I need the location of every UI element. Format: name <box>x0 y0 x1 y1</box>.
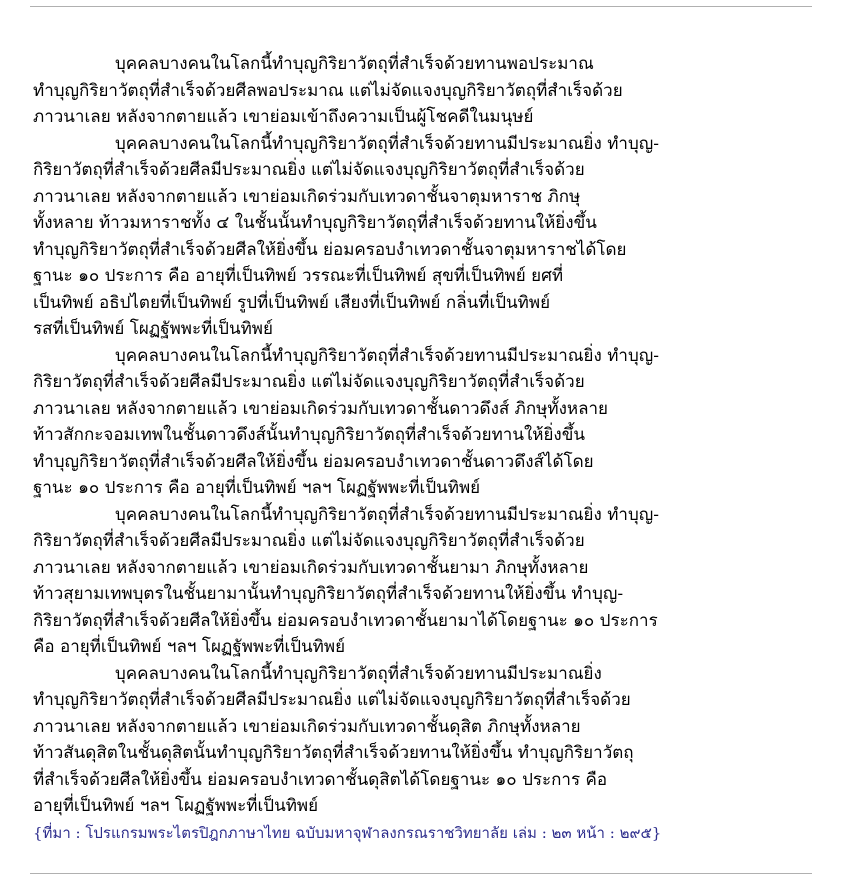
text-line: ท้าวสักกะจอมเทพในชั้นดาวดึงส์นั้นทำบุญกิริยาวัตถุที่สำเร็จด้วยทานให้ยิ่งขึ้น <box>33 425 585 445</box>
text-line: ภาวนาเลย หลังจากตายแล้ว เขาย่อมเข้าถึงความเป็นผู้โชคดีในมนุษย์ <box>33 107 534 127</box>
text-line: คือ อายุที่เป็นทิพย์ ฯลฯ โผฏฐัพพะที่เป็นทิพย์ <box>33 637 346 657</box>
paragraph <box>33 51 811 131</box>
top-divider <box>30 6 812 7</box>
text-line: ท้าวสุยามเทพบุตรในชั้นยามานั้นทำบุญกิริยาวัตถุที่สำเร็จด้วยทานให้ยิ่งขึ้น ทำบุญ- <box>33 584 624 604</box>
text-line: ภาวนาเลย หลังจากตายแล้ว เขาย่อมเกิดร่วมกับเทวดาชั้นยามา ภิกษุทั้งหลาย <box>33 557 589 578</box>
text-line: ภาวนาเลย หลังจากตายแล้ว เขาย่อมเกิดร่วมกับเทวดาชั้นจาตุมหาราช ภิกษุ <box>33 186 581 207</box>
text-line: ฐานะ ๑๐ ประการ คือ อายุที่เป็นทิพย์ ฯลฯ โผฏฐัพพะที่เป็นทิพย์ <box>33 478 481 498</box>
text-line: บุคคลบางคนในโลกนี้ทำบุญกิริยาวัตถุที่สำเร็จด้วยทานมีประมาณยิ่ง <box>115 663 602 684</box>
text-line: ท้าวสันดุสิตในชั้นดุสิตนั้นทำบุญกิริยาวัตถุที่สำเร็จด้วยทานให้ยิ่งขึ้น ทำบุญกิริยาวัตถุ <box>33 743 634 763</box>
text-line: บุคคลบางคนในโลกนี้ทำบุญกิริยาวัตถุที่สำเร็จด้วยทานมีประมาณยิ่ง ทำบุญ- <box>115 133 659 154</box>
paragraph <box>33 343 811 502</box>
text-line: เป็นทิพย์ อธิปไตยที่เป็นทิพย์ รูปที่เป็นทิพย์ เสียงที่เป็นทิพย์ กลิ่นที่เป็นทิพย์ <box>33 292 551 313</box>
text-line: บุคคลบางคนในโลกนี้ทำบุญกิริยาวัตถุที่สำเร็จด้วยทานพอประมาณ <box>115 54 594 74</box>
document-body <box>33 51 811 846</box>
text-line: บุคคลบางคนในโลกนี้ทำบุญกิริยาวัตถุที่สำเร็จด้วยทานมีประมาณยิ่ง ทำบุญ- <box>115 504 659 525</box>
text-line: ทำบุญกิริยาวัตถุที่สำเร็จด้วยศีลให้ยิ่งขึ้น ย่อมครอบงำเทวดาชั้นดาวดึงส์ได้โดย <box>33 451 594 472</box>
text-line: ที่สำเร็จด้วยศีลให้ยิ่งขึ้น ย่อมครอบงำเทวดาชั้นดุสิตได้โดยฐานะ ๑๐ ประการ คือ <box>33 769 608 790</box>
source-citation: {ที่มา : โปรแกรมพระไตรปิฎกภาษาไทย ฉบับมหาจุฬาลงกรณราชวิทยาลัย เล่ม : ๒๓ หน้า : ๒๙๕} <box>33 823 662 842</box>
paragraph <box>33 502 811 661</box>
text-line: ทำบุญกิริยาวัตถุที่สำเร็จด้วยศีลให้ยิ่งขึ้น ย่อมครอบงำเทวดาชั้นจาตุมหาราชได้โดย <box>33 239 627 260</box>
text-line: ภาวนาเลย หลังจากตายแล้ว เขาย่อมเกิดร่วมกับเทวดาชั้นดุสิต ภิกษุทั้งหลาย <box>33 716 581 737</box>
text-line: ฐานะ ๑๐ ประการ คือ อายุที่เป็นทิพย์ วรรณะที่เป็นทิพย์ สุขที่เป็นทิพย์ ยศที่ <box>33 266 564 286</box>
paragraph <box>33 131 811 343</box>
text-line: บุคคลบางคนในโลกนี้ทำบุญกิริยาวัตถุที่สำเร็จด้วยทานมีประมาณยิ่ง ทำบุญ- <box>115 345 659 366</box>
text-line: กิริยาวัตถุที่สำเร็จด้วยศีลมีประมาณยิ่ง แต่ไม่จัดแจงบุญกิริยาวัตถุที่สำเร็จด้วย <box>33 372 585 392</box>
bottom-divider <box>30 873 812 874</box>
text-line: รสที่เป็นทิพย์ โผฏฐัพพะที่เป็นทิพย์ <box>33 319 273 339</box>
text-line: ทำบุญกิริยาวัตถุที่สำเร็จด้วยศีลพอประมาณ แต่ไม่จัดแจงบุญกิริยาวัตถุที่สำเร็จด้วย <box>33 80 623 101</box>
text-line: กิริยาวัตถุที่สำเร็จด้วยศีลมีประมาณยิ่ง แต่ไม่จัดแจงบุญกิริยาวัตถุที่สำเร็จด้วย <box>33 531 585 551</box>
text-line: กิริยาวัตถุที่สำเร็จด้วยศีลมีประมาณยิ่ง แต่ไม่จัดแจงบุญกิริยาวัตถุที่สำเร็จด้วย <box>33 160 585 180</box>
text-line: ภาวนาเลย หลังจากตายแล้ว เขาย่อมเกิดร่วมกับเทวดาชั้นดาวดึงส์ ภิกษุทั้งหลาย <box>33 398 609 419</box>
paragraph <box>33 661 811 820</box>
text-line: ทั้งหลาย ท้าวมหาราชทั้ง ๔ ในชั้นนั้นทำบุญกิริยาวัตถุที่สำเร็จด้วยทานให้ยิ่งขึ้น <box>33 213 597 233</box>
text-line: กิริยาวัตถุที่สำเร็จด้วยศีลให้ยิ่งขึ้น ย่อมครอบงำเทวดาชั้นยามาได้โดยฐานะ ๑๐ ประการ <box>33 610 658 631</box>
text-line: อายุที่เป็นทิพย์ ฯลฯ โผฏฐัพพะที่เป็นทิพย์ <box>33 796 319 816</box>
text-line: ทำบุญกิริยาวัตถุที่สำเร็จด้วยศีลมีประมาณยิ่ง แต่ไม่จัดแจงบุญกิริยาวัตถุที่สำเร็จด้วย <box>33 690 631 710</box>
